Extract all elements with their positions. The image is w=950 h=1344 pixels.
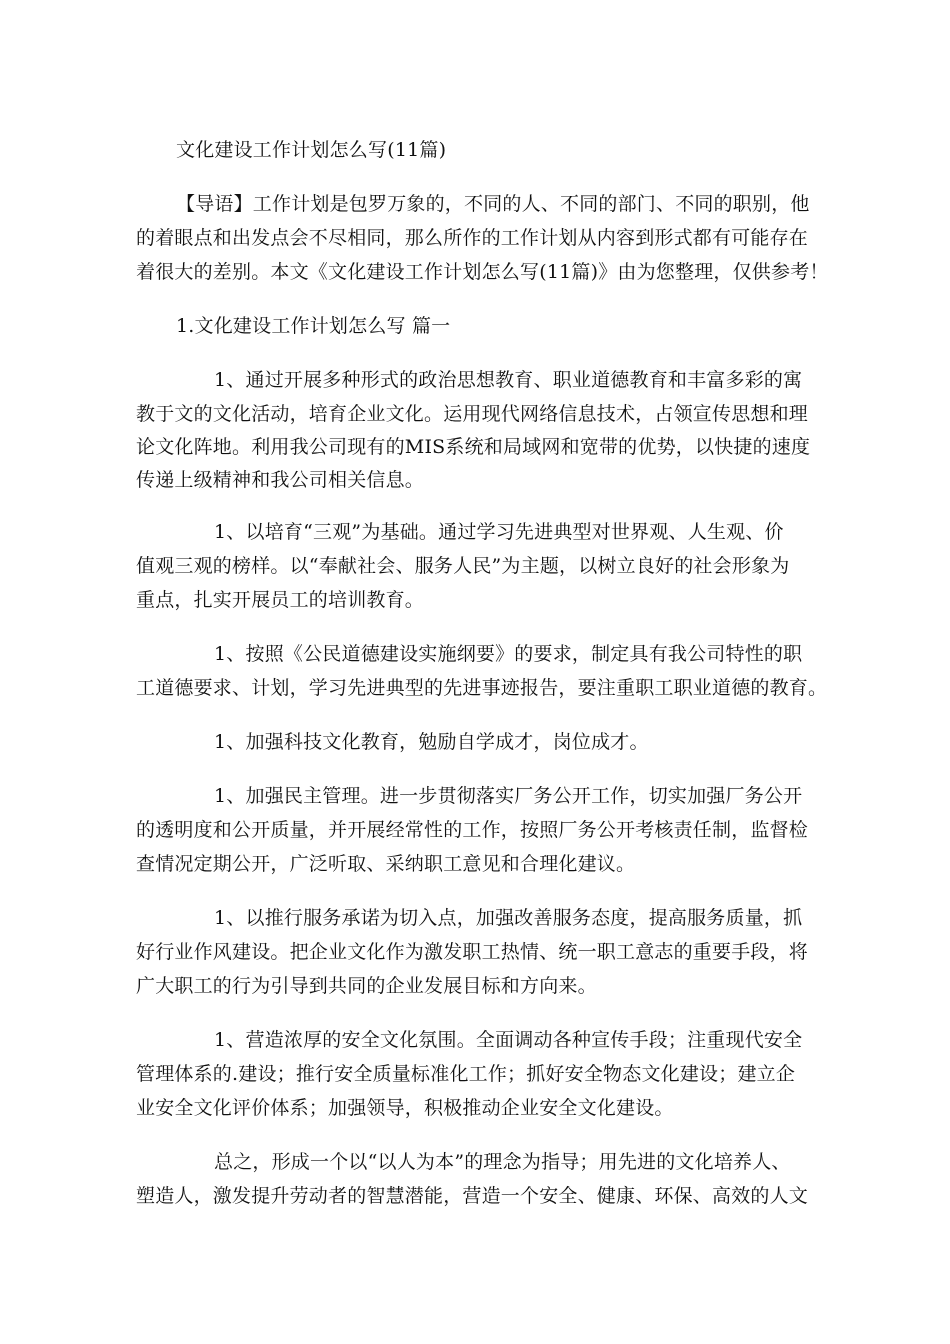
intro-line: 着很大的差别。本文《文化建设工作计划怎么写(11篇)》由为您整理，仅供参考！	[136, 261, 829, 283]
paragraph-line: 查情况定期公开，广泛听取、采纳职工意见和合理化建议。	[136, 853, 636, 875]
paragraph-line: 重点，扎实开展员工的培训教育。	[136, 589, 425, 611]
document-title: 文化建设工作计划怎么写(11篇)	[176, 139, 447, 161]
paragraph-line: 1、加强民主管理。进一步贯彻落实厂务公开工作，切实加强厂务公开	[214, 785, 803, 807]
paragraph-line: 1、通过开展多种形式的政治思想教育、职业道德教育和丰富多彩的寓	[214, 369, 803, 391]
paragraph-line: 塑造人，激发提升劳动者的智慧潜能，营造一个安全、健康、环保、高效的人文	[136, 1185, 809, 1207]
paragraph-line: 值观三观的榜样。以“奉献社会、服务人民”为主题，以树立良好的社会形象为	[136, 555, 790, 577]
section-heading: 1.文化建设工作计划怎么写 篇一	[176, 315, 451, 337]
paragraph-line: 教于文的文化活动，培育企业文化。运用现代网络信息技术，占领宣传思想和理	[136, 403, 809, 425]
paragraph-line: 传递上级精神和我公司相关信息。	[136, 469, 425, 491]
paragraph-line: 1、营造浓厚的安全文化氛围。全面调动各种宣传手段；注重现代安全	[214, 1029, 803, 1051]
paragraph-line: 广大职工的行为引导到共同的企业发展目标和方向来。	[136, 975, 597, 997]
paragraph-line: 1、以培育“三观”为基础。通过学习先进典型对世界观、人生观、价	[214, 521, 784, 543]
intro-line: 的着眼点和出发点会不尽相同，那么所作的工作计划从内容到形式都有可能存在	[136, 227, 809, 249]
paragraph-line: 1、加强科技文化教育，勉励自学成才，岗位成才。	[214, 731, 649, 753]
paragraph-line: 1、以推行服务承诺为切入点，加强改善服务态度，提高服务质量，抓	[214, 907, 803, 929]
intro-line: 【导语】工作计划是包罗万象的，不同的人、不同的部门、不同的职别，他	[176, 193, 810, 215]
paragraph-line: 好行业作风建设。把企业文化作为激发职工热情、统一职工意志的重要手段，将	[136, 941, 809, 963]
paragraph-line: 总之，形成一个以“以人为本”的理念为指导；用先进的文化培养人、	[214, 1151, 791, 1173]
paragraph-line: 的透明度和公开质量，并开展经常性的工作，按照厂务公开考核责任制，监督检	[136, 819, 809, 841]
paragraph-line: 论文化阵地。利用我公司现有的MIS系统和局域网和宽带的优势，以快捷的速度	[136, 436, 811, 458]
paragraph-line: 业安全文化评价体系；加强领导，积极推动企业安全文化建设。	[136, 1097, 674, 1119]
paragraph-line: 1、按照《公民道德建设实施纲要》的要求，制定具有我公司特性的职	[214, 643, 803, 665]
paragraph-line: 管理体系的.建设；推行安全质量标准化工作；抓好安全物态文化建设；建立企	[136, 1063, 796, 1085]
paragraph-line: 工道德要求、计划，学习先进典型的先进事迹报告，要注重职工职业道德的教育。	[136, 677, 828, 699]
